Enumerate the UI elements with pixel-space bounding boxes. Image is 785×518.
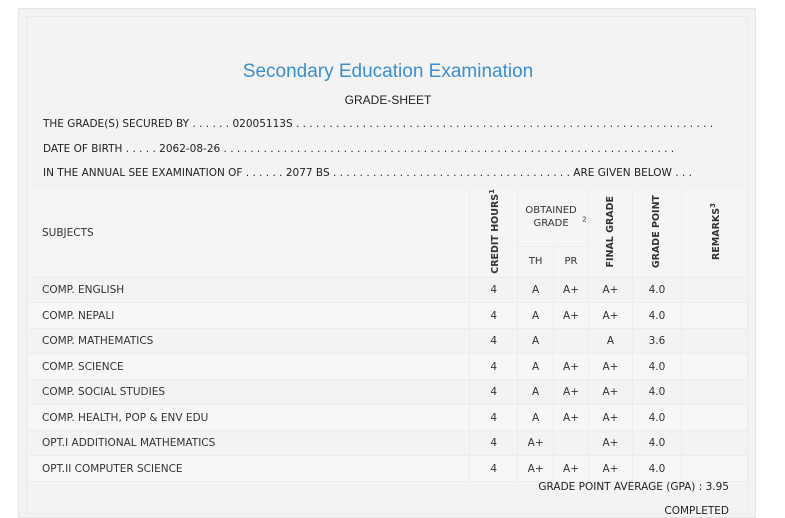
table-row — [29, 405, 747, 431]
credit-cell: 4 — [469, 456, 518, 482]
subject-cell: COMP. NEPALI — [29, 303, 469, 329]
credit-cell: 4 — [469, 379, 518, 405]
header-subjects: SUBJECTS — [29, 189, 469, 277]
pr-grade-cell: A+ — [553, 277, 588, 303]
remarks-cell — [682, 379, 747, 405]
grade-point-cell: 4.0 — [632, 277, 682, 303]
remarks-cell — [682, 303, 747, 329]
remarks-cell — [682, 354, 747, 380]
pr-grade-cell: A+ — [553, 405, 588, 431]
subject-cell: COMP. SCIENCE — [29, 354, 469, 380]
pr-grade-cell: A+ — [553, 456, 588, 482]
th-grade-cell: A+ — [518, 456, 553, 482]
table-row — [29, 430, 747, 456]
remarks-cell — [682, 430, 747, 456]
remarks-cell — [682, 456, 747, 482]
header-grade-point: GRADE POINT — [632, 189, 682, 277]
th-grade-cell: A — [518, 354, 553, 380]
subject-cell: COMP. ENGLISH — [29, 277, 469, 303]
subject-cell: COMP. HEALTH, POP & ENV EDU — [29, 405, 469, 431]
grades-body — [29, 277, 747, 481]
grade-point-cell: 4.0 — [632, 379, 682, 405]
final-grade-cell: A+ — [589, 277, 632, 303]
credit-cell: 4 — [469, 354, 518, 380]
grade-sheet-inner — [26, 16, 748, 517]
pr-grade-cell: A+ — [553, 303, 588, 329]
table-row — [29, 354, 747, 380]
result-status: COMPLETED — [664, 505, 729, 517]
header-th: TH — [518, 246, 553, 277]
remarks-cell — [682, 328, 747, 354]
th-grade-cell: A — [518, 379, 553, 405]
pr-grade-cell — [553, 328, 588, 354]
exam-year: 2077 BS — [285, 167, 330, 179]
table-row — [29, 277, 747, 303]
credit-cell: 4 — [469, 303, 518, 329]
symbol-number: 02005113S — [232, 118, 293, 130]
dob-label: DATE OF BIRTH . . . . . — [43, 143, 156, 155]
grade-point-cell: 4.0 — [632, 430, 682, 456]
final-grade-cell: A+ — [589, 430, 632, 456]
pr-grade-cell: A+ — [553, 354, 588, 380]
header-pr: PR — [553, 246, 588, 277]
remarks-cell — [682, 405, 747, 431]
subject-cell: OPT.II COMPUTER SCIENCE — [29, 456, 469, 482]
credit-cell: 4 — [469, 277, 518, 303]
exam-line — [43, 167, 692, 179]
credit-cell: 4 — [469, 328, 518, 354]
subject-cell: COMP. SOCIAL STUDIES — [29, 379, 469, 405]
th-grade-cell: A+ — [518, 430, 553, 456]
grades-table — [29, 189, 747, 482]
header-final-grade: FINAL GRADE — [589, 189, 632, 277]
th-grade-cell: A — [518, 328, 553, 354]
table-row — [29, 328, 747, 354]
credit-cell: 4 — [469, 430, 518, 456]
table-row — [29, 379, 747, 405]
secured-by-dots: . . . . . . . . . . . . . . . . . . . . . . . . . . . . . . . . . . . . . . . . . . . . . . . . . . . . . . . . . . . . . . . — [295, 118, 714, 130]
pr-grade-cell — [553, 430, 588, 456]
grade-point-cell: 3.6 — [632, 328, 682, 354]
remarks-cell — [682, 277, 747, 303]
final-grade-cell: A+ — [589, 379, 632, 405]
table-row — [29, 456, 747, 482]
th-grade-cell: A — [518, 277, 553, 303]
grade-point-cell: 4.0 — [632, 303, 682, 329]
final-grade-cell: A+ — [589, 456, 632, 482]
grade-point-cell: 4.0 — [632, 456, 682, 482]
page-title: Secondary Education Examination — [242, 61, 534, 82]
header-obtained-grade: OBTAINED GRADE $^2$ — [518, 189, 589, 246]
table-row — [29, 303, 747, 329]
grade-point-cell: 4.0 — [632, 354, 682, 380]
pr-grade-cell: A+ — [553, 379, 588, 405]
final-grade-cell: A+ — [589, 405, 632, 431]
exam-dots: . . . . . . . . . . . . . . . . . . . . . . . . . . . . . . . . . . . . — [332, 167, 570, 179]
dob-value: 2062-08-26 — [159, 143, 221, 155]
credit-cell: 4 — [469, 405, 518, 431]
page-subtitle: GRADE-SHEET — [344, 93, 432, 107]
subject-cell: COMP. MATHEMATICS — [29, 328, 469, 354]
subject-cell: OPT.I ADDITIONAL MATHEMATICS — [29, 430, 469, 456]
final-grade-cell: A+ — [589, 354, 632, 380]
final-grade-cell: A+ — [589, 303, 632, 329]
secured-by-line — [43, 118, 713, 130]
dob-dots: . . . . . . . . . . . . . . . . . . . . . . . . . . . . . . . . . . . . . . . . . . . . . . . . . . . . . . . . . . . . . . . . . . . . — [223, 143, 675, 155]
exam-label: IN THE ANNUAL SEE EXAMINATION OF . . . . . . — [43, 167, 283, 179]
th-grade-cell: A — [518, 405, 553, 431]
th-grade-cell: A — [518, 303, 553, 329]
exam-suffix: ARE GIVEN BELOW . . . — [573, 167, 692, 179]
grade-point-cell: 4.0 — [632, 405, 682, 431]
final-grade-cell: A — [589, 328, 632, 354]
header-remarks: REMARKS$^3$ — [682, 189, 747, 277]
gpa-summary: GRADE POINT AVERAGE (GPA) : 3.95 — [538, 481, 729, 493]
header-credit-hours: CREDIT HOURS$^1$ — [469, 189, 518, 277]
dob-line — [43, 143, 674, 155]
grade-sheet-panel — [18, 8, 756, 518]
secured-by-label: THE GRADE(S) SECURED BY . . . . . . — [43, 118, 230, 130]
